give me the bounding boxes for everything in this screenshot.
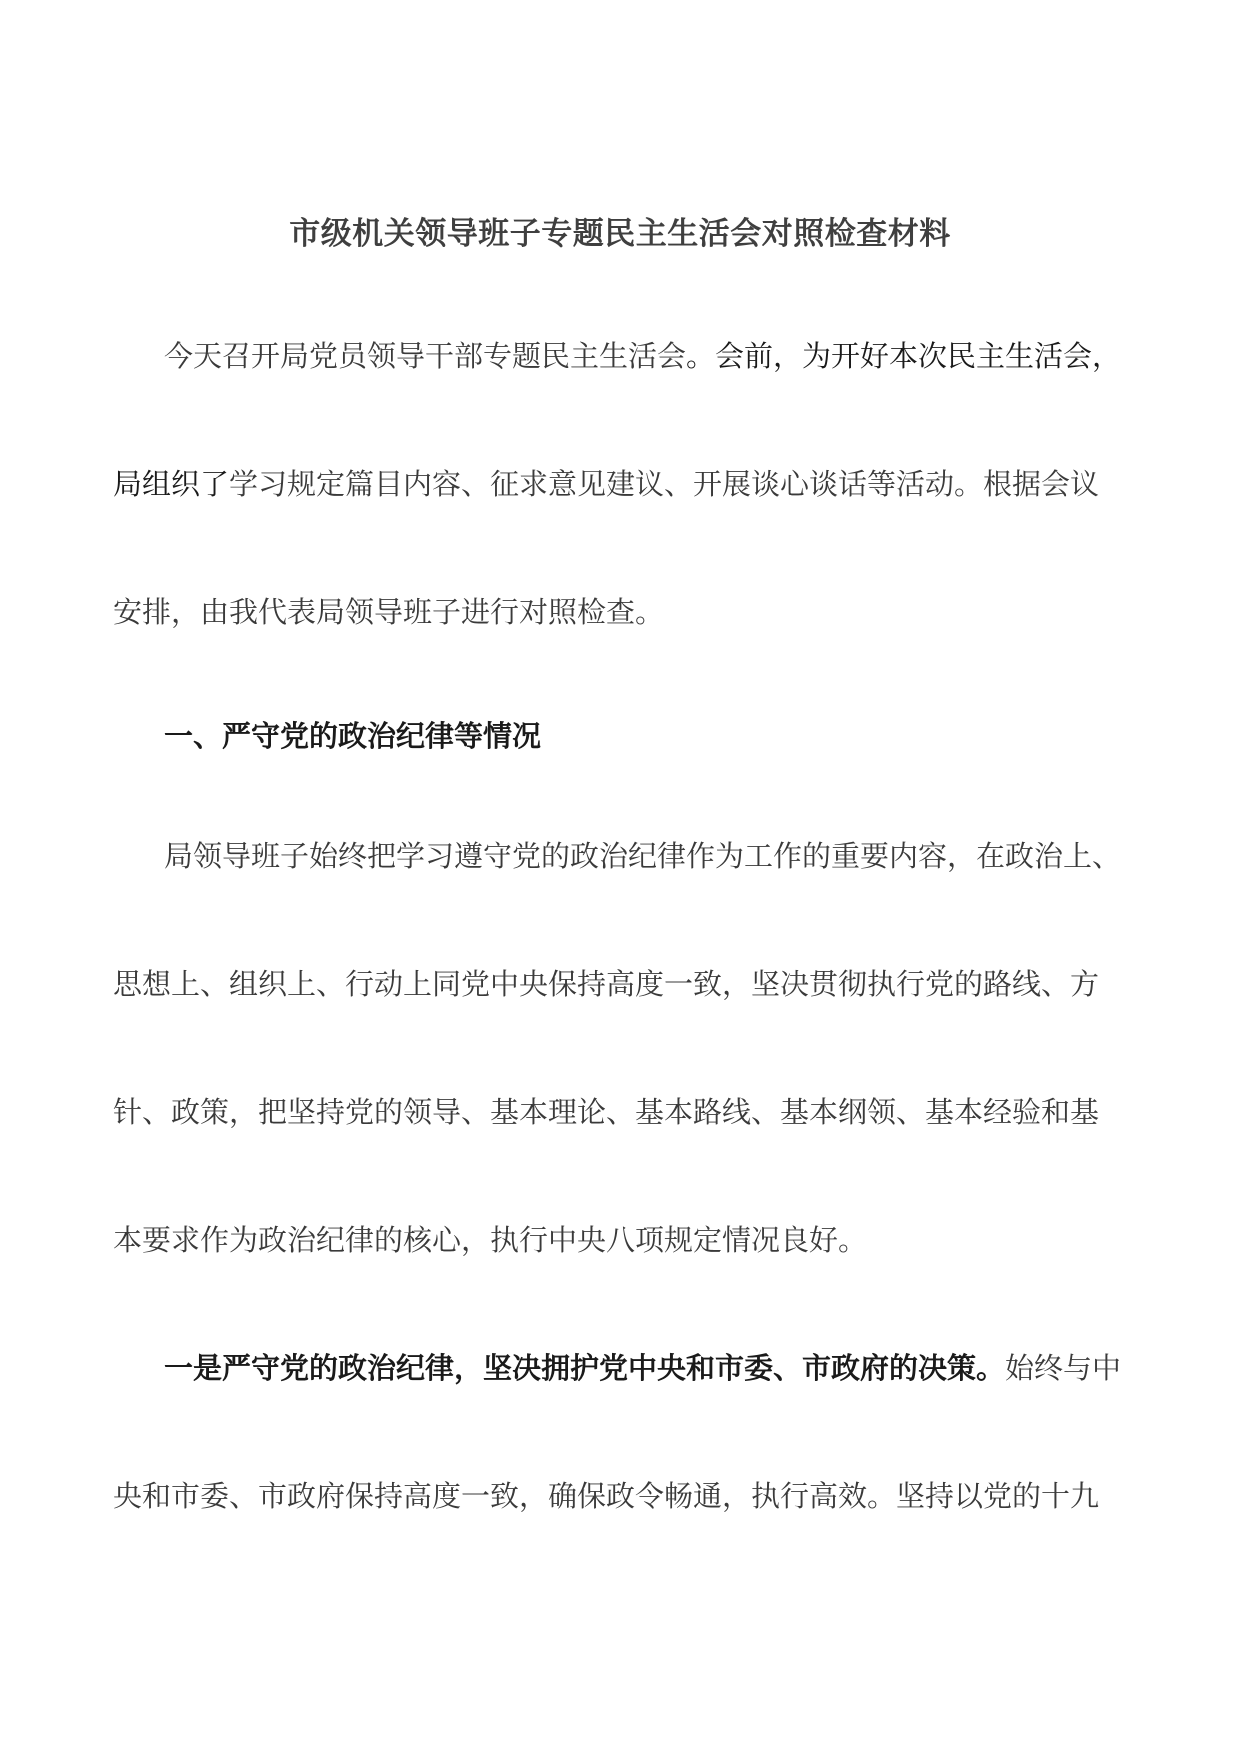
paragraph-3-lead-sentence: 一是严守党的政治纪律，坚决拥护党中央和市委、市政府的决策。	[164, 1351, 1006, 1385]
paragraph-3-line-2: 央和市委、市政府保持高度一致，确保政令畅通，执行高效。坚持以党的十九	[113, 1479, 1100, 1513]
paragraph-1-line-1-part-a: 今天召开局党员领导干部专题民主生活会	[164, 339, 687, 373]
paragraph-1-line-2-part-a: 局组织了	[113, 467, 230, 501]
section-1-heading: 一、严守党的政治纪律等情况	[164, 719, 542, 753]
paragraph-2-line-1: 局领导班子始终把学习遵守党的政治纪律作为工作的重要内容，在政治上、	[164, 839, 1122, 873]
paragraph-1-line-2-part-b: 学习规定篇目内容、征求意见建议、开展谈心谈话等活动。根据会议	[229, 467, 1100, 501]
paragraph-2-line-4: 本要求作为政治纪律的核心，执行中央八项规定情况良好。	[113, 1223, 868, 1257]
paragraph-2-line-2: 思想上、组织上、行动上同党中央保持高度一致，坚决贯彻执行党的路线、方	[113, 967, 1100, 1001]
paragraph-1-line-3: 安排，由我代表局领导班子进行对照检查。	[113, 595, 665, 629]
document-title: 市级机关领导班子专题民主生活会对照检查材料	[289, 216, 951, 252]
paragraph-2-line-3: 针、政策，把坚持党的领导、基本理论、基本路线、基本纲领、基本经验和基	[113, 1095, 1100, 1129]
paragraph-1-line-1	[164, 336, 1121, 376]
paragraph-1-line-1-part-b: 。会前，为开好本次民主生活会，	[686, 339, 1122, 373]
paragraph-3-line-1	[164, 1348, 1121, 1388]
paragraph-1-line-2	[113, 464, 1099, 504]
paragraph-3-line-1-rest: 始终与中	[1005, 1351, 1122, 1385]
